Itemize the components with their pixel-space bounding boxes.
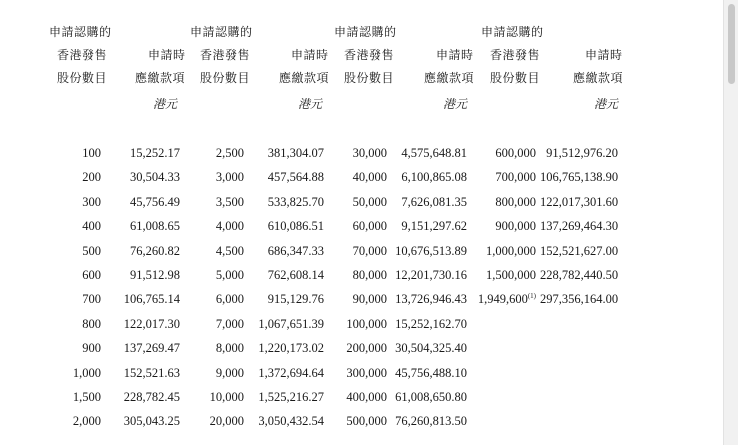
table-cell: 137,269,464.30 — [540, 219, 619, 234]
table-cell: 90,000 — [352, 292, 387, 307]
table-cell: 533,825.70 — [267, 194, 324, 209]
amount-header-line1: 申請時 — [585, 48, 623, 62]
table-cell: 100 — [82, 146, 101, 160]
table-cell: 4,575,648.81 — [401, 146, 467, 160]
table-cell: 2,500 — [215, 146, 244, 160]
shares-column — [474, 144, 536, 315]
table-cell: 2,000 — [72, 414, 101, 429]
table-cell: 5,000 — [215, 267, 244, 282]
table-cell: 4,000 — [215, 219, 244, 234]
table-cell: 15,252,162.70 — [395, 316, 467, 331]
table-cell: 8,000 — [215, 341, 244, 356]
table-cell: 300,000 — [346, 365, 387, 380]
amount-header-line1: 申請時 — [148, 48, 186, 62]
table-cell: 1,067,651.39 — [258, 316, 324, 331]
table-cell: 80,000 — [352, 267, 387, 282]
shares-header-line3: 股份數目 — [344, 71, 395, 85]
table-cell: 50,000 — [352, 194, 387, 209]
table-cell: 30,000 — [352, 146, 387, 160]
table-cell: 30,504,325.40 — [395, 341, 467, 356]
table-cell: 91,512,976.20 — [546, 146, 618, 160]
table-cell: 40,000 — [352, 170, 387, 185]
table-cell: 13,726,946.43 — [395, 292, 467, 307]
table-cell: 30,504.33 — [130, 170, 180, 185]
table-cell: 45,756,488.10 — [395, 365, 467, 380]
table-cell: 800 — [82, 316, 101, 331]
table-cell: 61,008,650.80 — [395, 389, 467, 404]
table-cell: 106,765.14 — [123, 292, 180, 307]
table-cell: 900 — [82, 341, 101, 356]
table-cell: 15,252.17 — [130, 146, 180, 160]
table-cell: 9,000 — [215, 365, 244, 380]
scrollbar-thumb[interactable] — [728, 4, 735, 84]
amount-column — [250, 144, 324, 437]
table-cell: 297,356,164.00 — [540, 292, 619, 307]
shares-column — [328, 144, 387, 437]
table-cell: 61,008.65 — [130, 219, 180, 234]
shares-header-line3: 股份數目 — [57, 71, 108, 85]
table-cell: 100,000 — [346, 316, 387, 331]
table-cell: 122,017,301.60 — [540, 194, 619, 209]
amount-column — [392, 144, 467, 437]
table-cell: 400 — [82, 219, 101, 234]
table-cell: 6,000 — [215, 292, 244, 307]
table-cell: 1,525,216.27 — [258, 389, 324, 404]
table-cell: 900,000 — [495, 219, 536, 234]
amount-header-line2: 應繳款項 — [573, 71, 624, 85]
table-cell: 91,512.98 — [130, 267, 180, 282]
shares-header-line3: 股份數目 — [490, 71, 541, 85]
table-cell: 70,000 — [352, 243, 387, 258]
table-cell: 10,676,513.89 — [395, 243, 467, 258]
table-cell: 152,521.63 — [123, 365, 180, 380]
shares-header-line1: 申請認購的 — [481, 25, 544, 39]
table-cell: 1,000 — [72, 365, 101, 380]
table-cell: 152,521,627.00 — [540, 243, 619, 258]
table-cell: 1,500,000 — [486, 267, 536, 282]
table-cell: 500 — [82, 243, 101, 258]
shares-column — [185, 144, 244, 437]
table-cell: 76,260,813.50 — [395, 414, 467, 429]
table-cell: 122,017.30 — [123, 316, 180, 331]
table-cell: 3,050,432.54 — [258, 414, 324, 429]
table-cell: 7,626,081.35 — [401, 194, 467, 209]
table-cell: 3,500 — [215, 194, 244, 209]
shares-header-line1: 申請認購的 — [49, 25, 112, 39]
table-cell — [474, 290, 536, 314]
amount-unit: 港元 — [594, 97, 619, 111]
table-cell: 20,000 — [209, 414, 244, 429]
table-cell: 106,765,138.90 — [540, 170, 619, 185]
table-cell: 457,564.88 — [267, 170, 324, 185]
table-cell: 500,000 — [346, 414, 387, 429]
amount-unit: 港元 — [153, 97, 178, 111]
table-cell: 600 — [82, 267, 101, 282]
amount-header-line1: 申請時 — [436, 48, 474, 62]
table-cell: 3,000 — [215, 170, 244, 185]
shares-header-line3: 股份數目 — [200, 71, 251, 85]
table-cell: 381,304.07 — [267, 146, 324, 160]
amount-unit: 港元 — [443, 97, 468, 111]
table-cell: 1,500 — [72, 389, 101, 404]
table-cell: 4,500 — [215, 243, 244, 258]
table-cell: 700 — [82, 292, 101, 307]
table-cell: 800,000 — [495, 194, 536, 209]
table-cell: 610,086.51 — [267, 219, 324, 234]
shares-column — [40, 144, 101, 437]
table-cell: 200 — [82, 170, 101, 185]
shares-header-line2: 香港發售 — [200, 48, 251, 62]
table-cell: 9,151,297.62 — [401, 219, 467, 234]
table-cell: 76,260.82 — [130, 243, 180, 258]
table-cell: 305,043.25 — [123, 414, 180, 429]
table-cell: 1,372,694.64 — [258, 365, 324, 380]
shares-header-line1: 申請認購的 — [334, 25, 397, 39]
table-cell: 228,782.45 — [123, 389, 180, 404]
table-cell: 915,129.76 — [267, 292, 324, 307]
shares-header-line1: 申請認購的 — [190, 25, 253, 39]
shares-header-line2: 香港發售 — [344, 48, 395, 62]
amount-header-line2: 應繳款項 — [135, 71, 186, 85]
table-cell: 45,756.49 — [130, 194, 180, 209]
amount-header-line2: 應繳款項 — [424, 71, 475, 85]
shares-header-line2: 香港發售 — [57, 48, 108, 62]
table-cell: 686,347.33 — [267, 243, 324, 258]
table-cell: 762,608.14 — [267, 267, 324, 282]
table-cell: 1,000,000 — [486, 243, 536, 258]
amount-header-line1: 申請時 — [291, 48, 329, 62]
table-cell: 12,201,730.16 — [395, 267, 467, 282]
shares-value: 1,949,600 — [477, 292, 528, 307]
table-cell: 228,782,440.50 — [540, 267, 619, 282]
table-cell: 600,000 — [495, 146, 536, 160]
vertical-scrollbar[interactable] — [723, 0, 738, 445]
amount-unit: 港元 — [298, 97, 323, 111]
table-cell: 6,100,865.08 — [401, 170, 467, 185]
table-cell: 60,000 — [352, 219, 387, 234]
amount-column — [540, 144, 618, 315]
amount-column — [110, 144, 180, 437]
table-cell: 700,000 — [495, 170, 536, 185]
amount-header-line2: 應繳款項 — [279, 71, 330, 85]
footnote-marker: (1) — [527, 292, 536, 301]
shares-header-line2: 香港發售 — [490, 48, 541, 62]
table-cell: 7,000 — [215, 316, 244, 331]
table-cell: 400,000 — [346, 389, 387, 404]
table-cell: 300 — [82, 194, 101, 209]
table-cell: 10,000 — [209, 389, 244, 404]
table-cell: 200,000 — [346, 341, 387, 356]
table-cell: 137,269.47 — [123, 341, 180, 356]
table-cell: 1,220,173.02 — [258, 341, 324, 356]
